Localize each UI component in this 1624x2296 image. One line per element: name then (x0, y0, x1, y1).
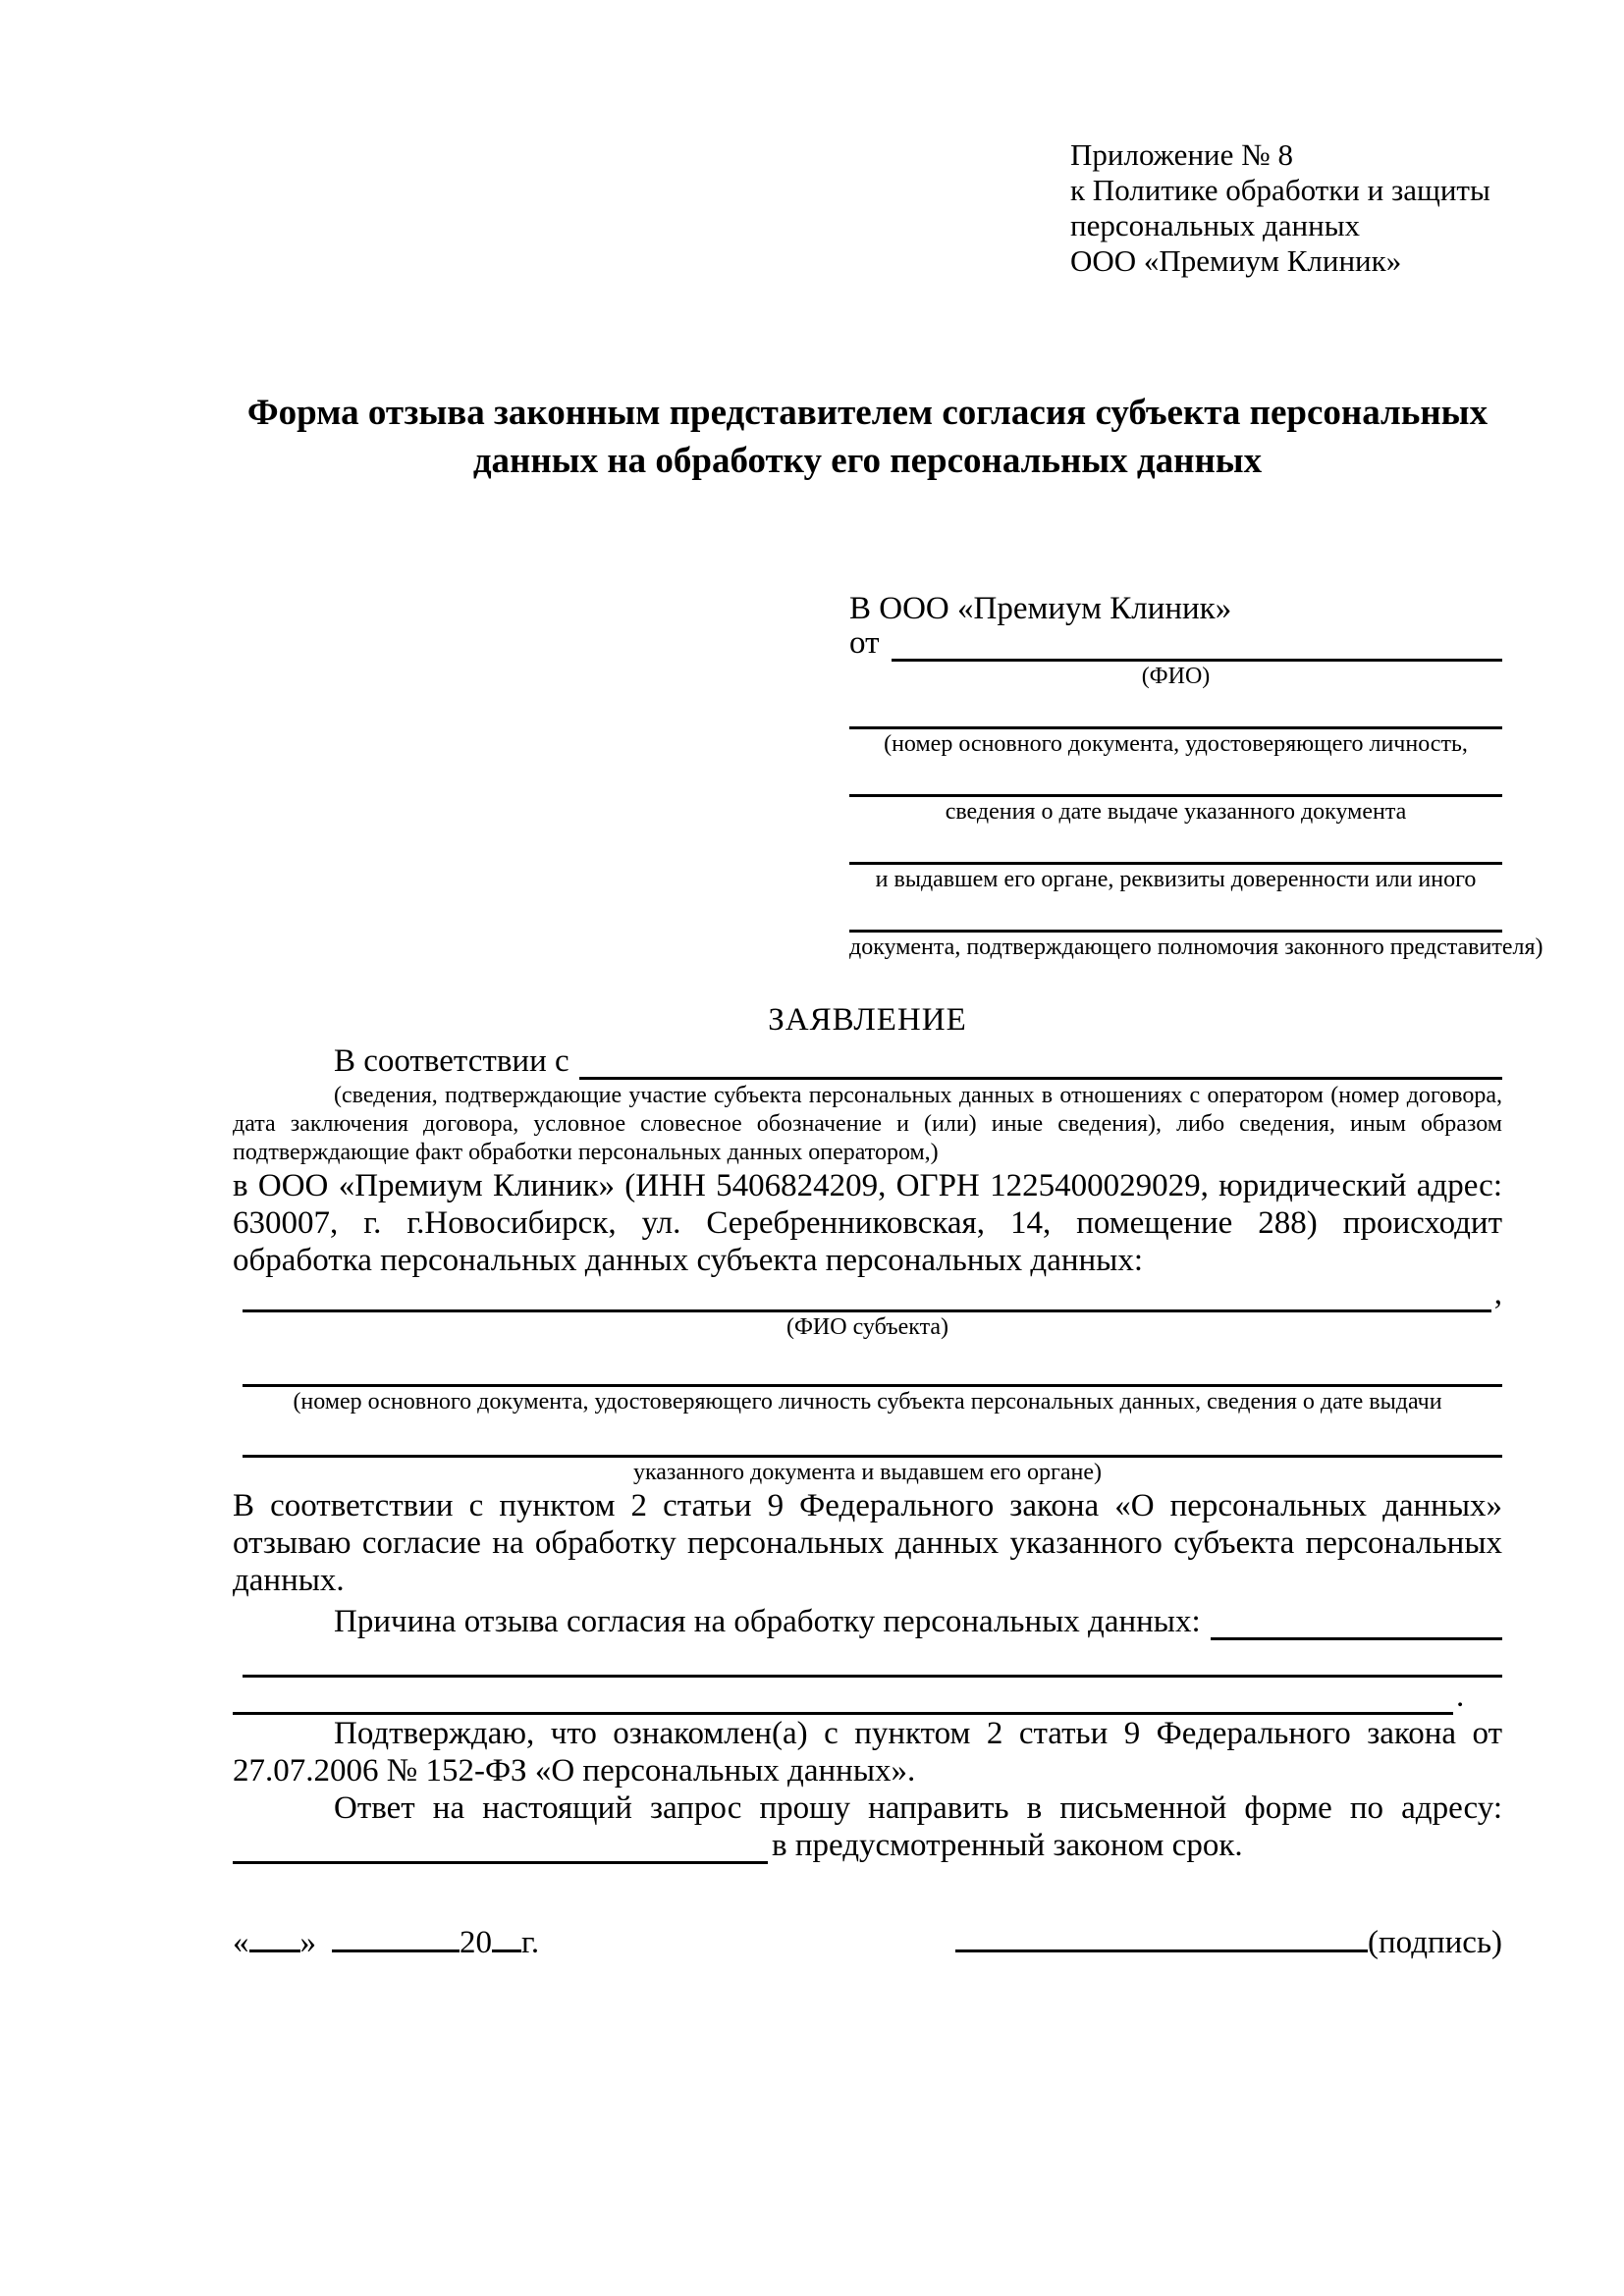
doc-field-line (849, 838, 1502, 865)
doc-field-line (849, 703, 1502, 729)
subject-doc-row (233, 1424, 1502, 1458)
subject-fio-row (233, 1276, 1502, 1312)
signature-field (955, 1925, 1502, 1961)
annex-line: к Политике обработки и защиты (1070, 173, 1490, 207)
annex-block (1070, 137, 1502, 279)
reply-address-blank-line (233, 1857, 768, 1864)
reply-tail-text: в предусмотренный законом срок. (772, 1828, 1243, 1863)
date-field (233, 1925, 539, 1961)
subject-doc-row (233, 1354, 1502, 1387)
close-quote: » (299, 1925, 316, 1960)
doc-field (849, 906, 1543, 962)
doc-field (849, 838, 1502, 894)
subject-doc-caption: указанного документа и выдавшем его органе) (632, 1460, 1103, 1485)
basis-blank-line (579, 1077, 1502, 1080)
doc-field-caption: сведения о дате выдаче указанного документа (945, 799, 1407, 825)
form-title: Форма отзыва законным представителем согласия субъекта персональных данных на обработку его персональных данных (246, 393, 1489, 481)
operator-paragraph: в ООО «Премиум Клиник» (ИНН 5406824209, ОГРН 1225400029029, юридический адрес: 630007, г. г.Новосибирск, ул. Серебренниковская, 14, помещение 288) происходит обработка персональных данных субъекта персональных данных: (233, 1168, 1502, 1278)
reason-continuation-row (233, 1640, 1502, 1678)
annex-line: ООО «Премиум Клиник» (1070, 243, 1402, 278)
reason-row (233, 1601, 1502, 1640)
basis-caption: (сведения, подтверждающие участие субъекта персональных данных в отношениях с оператором (номер договора, дата заключения договора, условное словесное обозначение и (или) иные сведения), либо сведения, иным образом подтверждающие факт обработки персональных данных оператором,) (233, 1083, 1502, 1165)
statement-heading: ЗАЯВЛЕНИЕ (768, 1002, 967, 1038)
reason-continuation-row (233, 1678, 1502, 1715)
annex-line: персональных данных (1070, 208, 1361, 242)
subject-doc-caption: (номер основного документа, удостоверяющего личность субъекта персональных данных, сведения о дате выдачи (293, 1389, 1442, 1415)
reason-label: Причина отзыва согласия на обработку персональных данных: (334, 1604, 1201, 1639)
reply-paragraph: Ответ на настоящий запрос прошу направить в письменной форме по адресу: (334, 1790, 1502, 1826)
annex-line: Приложение № 8 (1070, 137, 1293, 172)
month-blank-line (332, 1946, 460, 1952)
from-label: от (849, 625, 880, 661)
doc-field-caption: документа, подтверждающего полномочия законного представителя) (849, 934, 1543, 960)
reply-address-row (233, 1827, 1502, 1864)
year-prefix: 20 (460, 1925, 492, 1960)
year-blank-line (492, 1946, 521, 1952)
reason-blank-line (1211, 1637, 1502, 1640)
doc-field-caption: (номер основного документа, удостоверяющего личность, (884, 731, 1468, 757)
signature-blank-line (955, 1946, 1368, 1952)
addressee-to: В ООО «Премиум Клиник» (849, 591, 1232, 626)
year-suffix: г. (521, 1925, 540, 1960)
doc-field (849, 771, 1502, 827)
doc-field-line (849, 906, 1502, 933)
from-row (849, 625, 1502, 662)
footer-row (233, 1925, 1502, 1961)
addressee-block (849, 587, 1543, 962)
day-blank-line (249, 1946, 300, 1952)
open-quote: « (233, 1925, 249, 1960)
signature-caption: (подпись) (1368, 1925, 1502, 1960)
withdrawal-paragraph: В соответствии с пунктом 2 статьи 9 Федерального закона «О персональных данных» отзываю согласие на обработку персональных данных указанного субъекта персональных данных. (233, 1488, 1502, 1598)
sentence-period: . (1456, 1679, 1465, 1714)
subject-fio-comma: , (1493, 1276, 1502, 1311)
reason-continuation-line (243, 1675, 1502, 1678)
fio-caption: (ФИО) (1141, 664, 1211, 689)
subject-fio-caption: (ФИО субъекта) (785, 1314, 949, 1340)
doc-field-line (849, 771, 1502, 797)
basis-label: В соответствии с (334, 1043, 569, 1079)
doc-field (849, 703, 1502, 759)
doc-field-caption: и выдавшем его органе, реквизиты доверенности или иного (875, 867, 1477, 892)
confirmation-paragraph: Подтверждаю, что ознакомлен(а) с пунктом 2 статьи 9 Федерального закона от 27.07.2006 № 152-ФЗ «О персональных данных». (233, 1716, 1502, 1789)
basis-row (233, 1041, 1502, 1080)
